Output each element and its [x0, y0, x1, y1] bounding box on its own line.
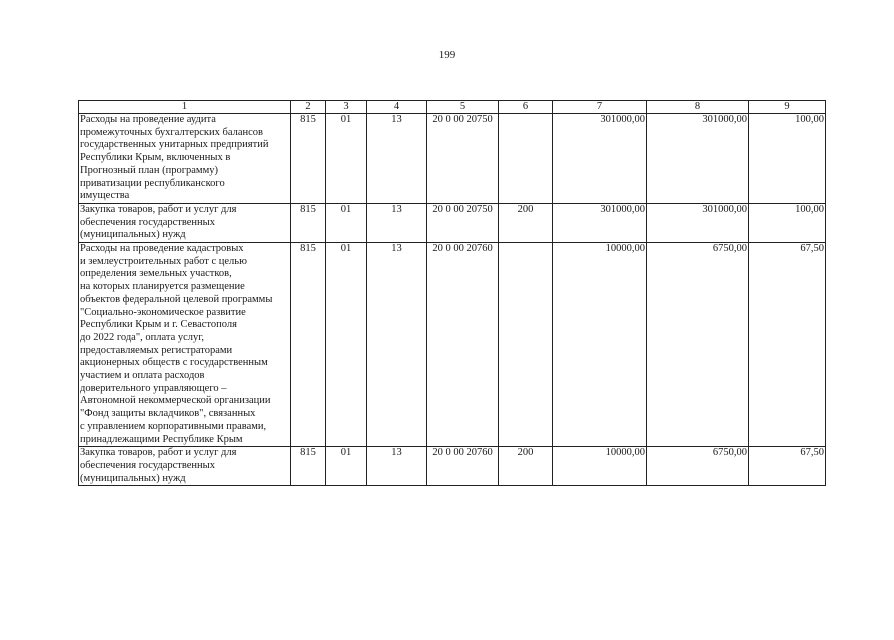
header-row — [79, 101, 826, 114]
target-article-code: 20 0 00 20760 — [427, 447, 499, 486]
ministry-code: 815 — [291, 203, 326, 242]
target-article-code: 20 0 00 20750 — [427, 203, 499, 242]
table-row — [79, 447, 826, 486]
row-description: Расходы на проведение аудита промежуточных бухгалтерских балансов государственных унитарных предприятий Республики Крым, включенных в Прогнозный план (программу) приватизации республиканского имущества — [79, 114, 291, 204]
subsection-code: 13 — [367, 447, 427, 486]
executed-amount: 6750,00 — [647, 243, 749, 447]
expense-type-code: 200 — [499, 447, 553, 486]
ministry-code: 815 — [291, 243, 326, 447]
ministry-code: 815 — [291, 114, 326, 204]
expense-type-code — [499, 114, 553, 204]
target-article-code: 20 0 00 20750 — [427, 114, 499, 204]
ministry-code: 815 — [291, 447, 326, 486]
section-code: 01 — [326, 243, 367, 447]
column-header-7: 7 — [553, 101, 647, 114]
table-row — [79, 203, 826, 242]
table-row — [79, 243, 826, 447]
execution-percent: 67,50 — [749, 243, 826, 447]
planned-amount: 301000,00 — [553, 203, 647, 242]
section-code: 01 — [326, 203, 367, 242]
execution-percent: 100,00 — [749, 114, 826, 204]
subsection-code: 13 — [367, 243, 427, 447]
row-description: Закупка товаров, работ и услуг для обеспечения государственных (муниципальных) нужд — [79, 203, 291, 242]
execution-percent: 100,00 — [749, 203, 826, 242]
expense-type-code: 200 — [499, 203, 553, 242]
column-header-3: 3 — [326, 101, 367, 114]
column-header-2: 2 — [291, 101, 326, 114]
column-header-6: 6 — [499, 101, 553, 114]
subsection-code: 13 — [367, 114, 427, 204]
executed-amount: 301000,00 — [647, 114, 749, 204]
column-header-1: 1 — [79, 101, 291, 114]
row-description: Расходы на проведение кадастровых и землеустроительных работ с целью определения земельных участков, на которых планируется размещение объектов федеральной целевой программы "Социально-экономическое развитие Республики Крым и г. Севастополя до 2022 года", оплата услуг, предоставляемых регистраторами акционерных обществ с государственным участием и оплата расходов доверительного управляющего – Автономной некоммерческой организации "Фонд защиты вкладчиков", связанных с управлением корпоративными правами, принадлежащими Республике Крым — [79, 243, 291, 447]
planned-amount: 10000,00 — [553, 447, 647, 486]
column-header-9: 9 — [749, 101, 826, 114]
executed-amount: 301000,00 — [647, 203, 749, 242]
expense-type-code — [499, 243, 553, 447]
section-code: 01 — [326, 447, 367, 486]
executed-amount: 6750,00 — [647, 447, 749, 486]
execution-percent: 67,50 — [749, 447, 826, 486]
column-header-5: 5 — [427, 101, 499, 114]
planned-amount: 10000,00 — [553, 243, 647, 447]
page-number: 199 — [438, 49, 456, 61]
budget-table — [78, 100, 826, 486]
subsection-code: 13 — [367, 203, 427, 242]
column-header-4: 4 — [367, 101, 427, 114]
table-row — [79, 114, 826, 204]
planned-amount: 301000,00 — [553, 114, 647, 204]
column-header-8: 8 — [647, 101, 749, 114]
section-code: 01 — [326, 114, 367, 204]
row-description: Закупка товаров, работ и услуг для обеспечения государственных (муниципальных) нужд — [79, 447, 291, 486]
target-article-code: 20 0 00 20760 — [427, 243, 499, 447]
